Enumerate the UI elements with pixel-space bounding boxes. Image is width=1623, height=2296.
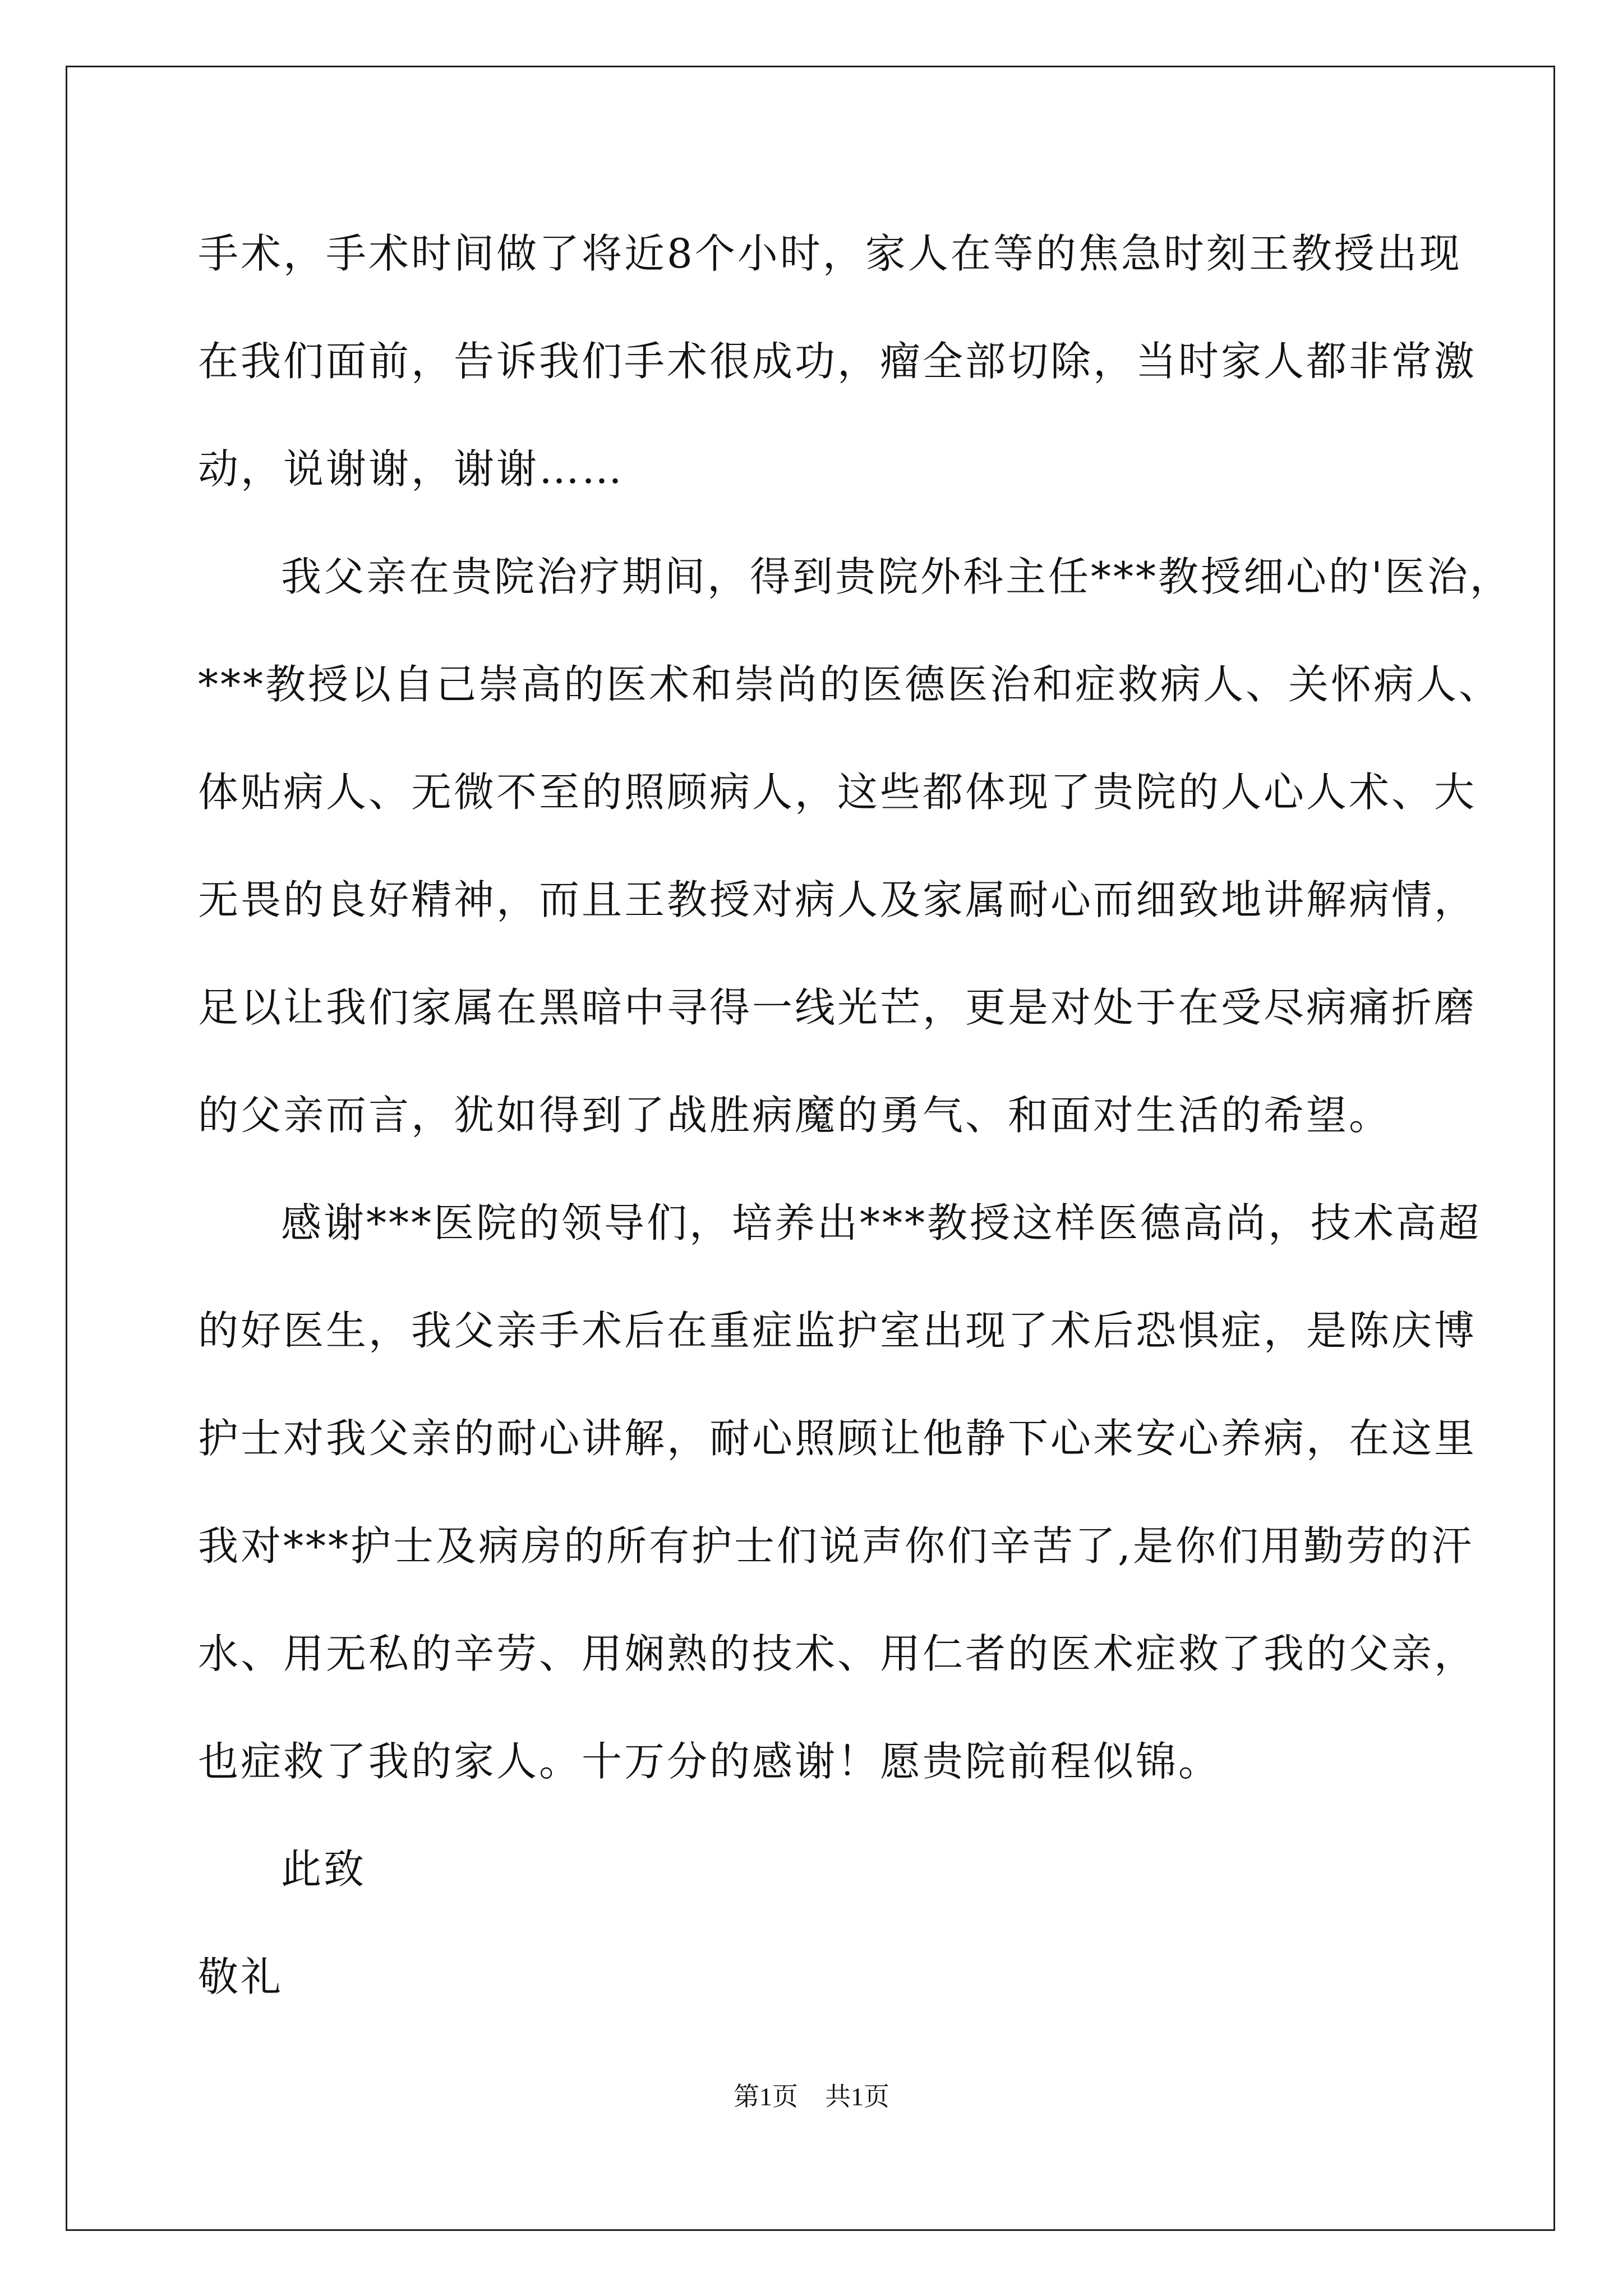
text-line: 无畏的良好精神，而且王教授对病人及家属耐心而细致地讲解病情， [198, 876, 1477, 923]
text-line: 体贴病人、无微不至的照顾病人，这些都体现了贵院的人心人术、大 [198, 769, 1477, 816]
paragraph-start-line: 我父亲在贵院治疗期间，得到贵院外科主任***教授细心的'医治， [281, 553, 1513, 600]
page-footer [0, 2080, 1623, 2114]
paragraph-start-line: 感谢***医院的领导们，培养出***教授这样医德高尚，技术高超 [281, 1199, 1482, 1246]
page-border [66, 66, 1555, 2231]
text-line: 水、用无私的辛劳、用娴熟的技术、用仁者的医术症救了我的父亲， [198, 1630, 1477, 1677]
text-line: 的父亲而言，犹如得到了战胜病魔的勇气、和面对生活的希望。 [198, 1092, 1392, 1139]
text-line: 也症救了我的家人。十万分的感谢！愿贵院前程似锦。 [198, 1738, 1221, 1785]
closing-greeting: 此致 [281, 1846, 367, 1893]
page-number: 第1页 [734, 2082, 798, 2111]
text-line: 动，说谢谢，谢谢…… [198, 445, 625, 493]
text-line: 在我们面前，告诉我们手术很成功，瘤全部切除，当时家人都非常激 [198, 338, 1477, 385]
text-line: 护士对我父亲的耐心讲解，耐心照顾让他静下心来安心养病，在这里 [198, 1415, 1477, 1462]
text-line: ***教授以自己崇高的医术和崇尚的医德医治和症救病人、关怀病人、 [198, 661, 1502, 708]
text-line: 足以让我们家属在黑暗中寻得一线光芒，更是对处于在受尽病痛折磨 [198, 984, 1477, 1031]
closing-salutation: 敬礼 [198, 1953, 284, 2000]
text-line: 我对***护士及病房的所有护士们说声你们辛苦了,是你们用勤劳的汗 [198, 1522, 1474, 1570]
text-line: 的好医生，我父亲手术后在重症监护室出现了术后恐惧症，是陈庆博 [198, 1307, 1477, 1354]
page-total: 共1页 [825, 2082, 889, 2111]
text-line: 手术，手术时间做了将近8个小时，家人在等的焦急时刻王教授出现 [198, 230, 1462, 277]
